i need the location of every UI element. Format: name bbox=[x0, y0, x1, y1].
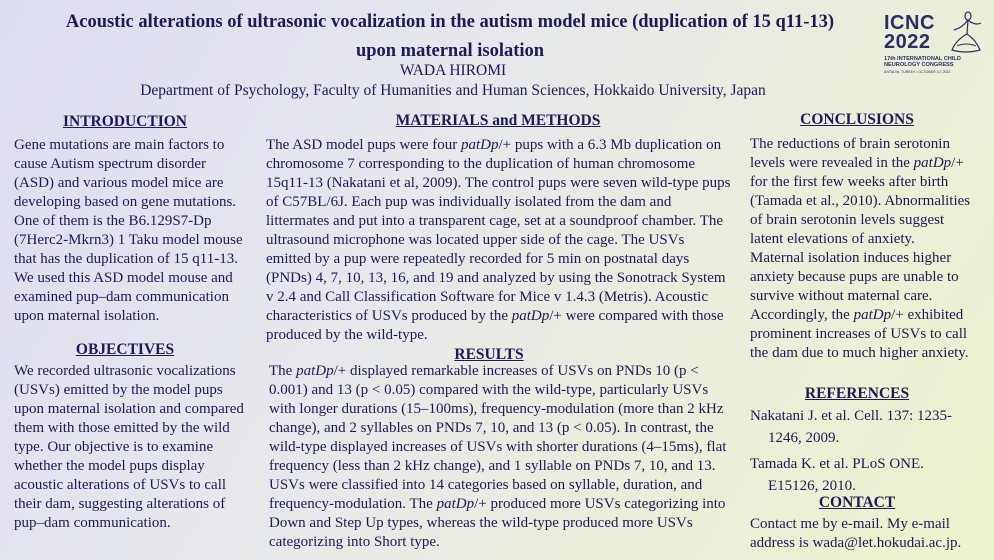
poster-title bbox=[0, 8, 900, 66]
references-heading: REFERENCES bbox=[804, 385, 910, 402]
introduction-text: Gene mutations are main factors to cause Autism spectrum disorder (ASD) and various model mice are developing based on gene mutations. One of them is the B6.129S7-Dp (7Herc2-Mkrn3) 1 Taku model mouse that has the duplication of 15 q11-13. We used this ASD model mouse and examined pup–dam communication upon maternal isolation. bbox=[14, 137, 243, 324]
conclusions-heading: CONCLUSIONS bbox=[800, 111, 914, 128]
objectives-text: We recorded ultrasonic vocalizations (USVs) emitted by the model pups upon maternal isolation and compared them with those emitted by the wild type. Our objective is to examine whether the model pups display acoustic alterations of USVs to call their dam, suggesting alterations of pup–dam communication. bbox=[14, 363, 244, 531]
whirling-dervish-icon bbox=[948, 10, 984, 54]
contact-text: Contact me by e-mail. My e-mail address is wada@let.hokudai.ac.jp. bbox=[750, 516, 962, 551]
title-line-1: Acoustic alterations of ultrasonic vocalization in the autism model mice (duplication of 15 q11-13) bbox=[65, 12, 835, 32]
icnc-logo bbox=[884, 10, 984, 72]
gene-name: patDp bbox=[436, 496, 475, 512]
reference-item: Nakatani J. et al. Cell. 137: 1235-1246, 2009. bbox=[750, 408, 953, 446]
logo-wordmark: ICNC 2022 bbox=[884, 12, 935, 53]
references-list bbox=[750, 405, 972, 501]
title-line-2: upon maternal isolation bbox=[355, 41, 545, 61]
introduction-heading: INTRODUCTION bbox=[62, 113, 187, 130]
gene-name: patDp bbox=[460, 137, 499, 153]
gene-name: patDp bbox=[296, 363, 334, 379]
methods-text: The ASD model pups were four patDp/+ pups with a 6.3 Mb duplication on chromosome 7 corresponding to the duplication of human chromosome 15q11-13 (Nakatani et al, 2009). The control pups were seven wild-type pups of C57BL/6J. Each pup was individually isolated from the dam and littermates and put into a transparent cage, set at a soundproof chamber. The ultrasound microphone was located upper side of the cage. The USVs emitted by a pup were repeatedly recorded for 5 min on postnatal days (PNDs) 4, 7, 10, 13, 16, and 19 and analyzed by using the Sonotrack System v 2.4 and Call Classification Software for Mice v 1.4.3 (Metris). Acoustic characteristics of USVs produced by the patDp/+ were compared with those produced by the wild-type. bbox=[266, 137, 731, 343]
gene-name: patDp bbox=[511, 308, 550, 324]
conclusions-text: The reductions of brain serotonin levels were revealed in the patDp/+ for the first few weeks after birth (Tamada et al., 2010). Abnormalities of brain serotonin levels suggest latent elevations of anxiety. Maternal isolation induces higher anxiety because pups are unable to survive without maternal care. Accordingly, the patDp/+ exhibited prominent increases of USVs to call the dam due to much higher anxiety. bbox=[750, 136, 971, 361]
affiliation: Department of Psychology, Faculty of Humanities and Human Sciences, Hokkaido University, Japan bbox=[140, 82, 766, 99]
results-heading: RESULTS bbox=[454, 346, 524, 363]
logo-date: ANTALYA, TURKEY • OCTOBER 3-7 2022 bbox=[884, 70, 951, 74]
reference-item: Tamada K. et al. PLoS ONE. E15126, 2010. bbox=[750, 456, 924, 494]
author-name: WADA HIROMI bbox=[399, 62, 507, 79]
gene-name: patDp bbox=[853, 307, 892, 323]
results-text: The patDp/+ displayed remarkable increases of USVs on PNDs 10 (p < 0.001) and 13 (p < 0.05) compared with the wild-type, particularly USVs with longer durations (15–100ms), frequency-modulation (more than 2 kHz change), and 2 syllables on PNDs 7, 10, and 13 (p < 0.05). In contrast, the wild-type displayed increases of USVs with shorter durations (4–15ms), flat frequency (less than 2 kHz change), and 1 syllable on PNDs 7, 10, and 13. USVs were classified into 14 categories based on syllable, duration, and frequency-modulation. The patDp/+ produced more USVs categorizing into Down and Step Up types, whereas the wild-type produced more USVs categorizing into Short type. bbox=[269, 363, 727, 550]
gene-name: patDp bbox=[913, 155, 952, 171]
logo-subtitle: 17th INTERNATIONAL CHILD NEUROLOGY CONGRESS bbox=[884, 56, 961, 68]
contact-heading: CONTACT bbox=[818, 494, 896, 511]
objectives-heading: OBJECTIVES bbox=[75, 341, 175, 358]
methods-heading: MATERIALS and METHODS bbox=[395, 112, 601, 129]
